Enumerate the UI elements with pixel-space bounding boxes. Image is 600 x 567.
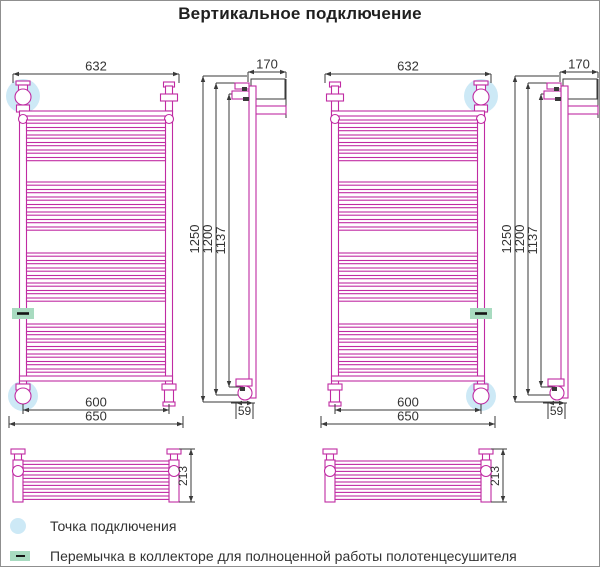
shelf-bar [23, 461, 169, 464]
side-top-valve [544, 83, 561, 101]
legend [10, 518, 517, 564]
dim-arrow [321, 422, 327, 426]
dimension-bottom-outer [321, 409, 495, 429]
rung [339, 120, 478, 123]
end-cap [323, 449, 337, 454]
front-view [6, 59, 183, 429]
pipe-segment [236, 379, 252, 386]
rung [339, 128, 478, 131]
valve-detail [242, 87, 247, 91]
rung [27, 268, 166, 271]
dim-arrow [280, 70, 286, 74]
pipe-segment [548, 379, 564, 386]
top-crossbar [332, 111, 485, 116]
dim-bottom-wall-offset-label: 59 [549, 404, 564, 418]
shelf-bar [335, 475, 481, 478]
dimension-bottom-outer [9, 409, 183, 429]
side-view [499, 57, 598, 420]
rung [339, 362, 478, 365]
valve-body [15, 89, 31, 105]
wall-connection-pipe [253, 106, 286, 114]
side-bottom-valve [548, 379, 564, 400]
bottom-valve-fitting [15, 384, 31, 404]
dim-arrow [325, 72, 331, 76]
rung [339, 135, 478, 138]
dim-arrow [227, 94, 231, 100]
post-profile [249, 86, 256, 398]
dim-arrow [501, 496, 505, 502]
legend-marker-wrap [10, 518, 41, 534]
pipe-segment [327, 94, 344, 101]
dimension-bottom-wall-offset [543, 401, 567, 419]
valve-detail [240, 387, 245, 391]
dim-arrow [214, 389, 218, 395]
bottom-plain-fitting [328, 384, 342, 406]
rung [27, 197, 166, 200]
top-nut-fitting [327, 82, 344, 111]
dim-arrow [201, 396, 205, 402]
rung [339, 261, 478, 264]
rung [27, 261, 166, 264]
rung [27, 128, 166, 131]
bottom-plain-fitting [162, 384, 176, 406]
dim-bottom-outer-label: 650 [85, 408, 107, 424]
pivot [325, 466, 336, 477]
unit-left-svg [1, 56, 301, 516]
dimension-bottom-wall-offset [231, 401, 255, 419]
connection-point-icon [10, 518, 26, 534]
top-view [323, 449, 507, 502]
rung [27, 347, 166, 350]
rung [27, 276, 166, 279]
rung [339, 190, 478, 193]
dimension-top-width [13, 59, 179, 84]
collector-jumper-dash [17, 312, 29, 315]
rung [339, 253, 478, 256]
end-cap [171, 454, 178, 460]
bottom-crossbar [332, 376, 485, 381]
pipe-segment [474, 81, 488, 85]
dimension-wall-offset [560, 57, 598, 83]
legend-item-connection-point [10, 518, 517, 534]
rung [339, 283, 478, 286]
pipe-segment [328, 384, 342, 390]
collector-jumper-dash [475, 312, 487, 315]
rung [27, 158, 166, 161]
post [332, 111, 339, 384]
rung [27, 182, 166, 185]
dim-arrow [173, 72, 179, 76]
dim-arrow [163, 408, 169, 412]
dim-arrow [513, 76, 517, 82]
legend-marker-wrap [10, 551, 41, 561]
dim-arrow [189, 449, 193, 455]
rung [339, 205, 478, 208]
dim-arrow [489, 422, 495, 426]
shelf-bar [335, 461, 481, 464]
rung [339, 369, 478, 372]
rung [339, 298, 478, 301]
shelf-bar [335, 489, 481, 492]
end-cap [479, 449, 493, 454]
rung [27, 150, 166, 153]
dim-arrow [9, 422, 15, 426]
dim-arrow [539, 94, 543, 100]
rung [27, 205, 166, 208]
bottom-valve-fitting [473, 384, 489, 404]
rung [27, 291, 166, 294]
dim-height-overall-label: 1250 [499, 224, 514, 254]
dim-arrow [539, 381, 543, 387]
shelf-bar [335, 468, 481, 471]
dim-height-pipe-label: 1200 [200, 224, 215, 254]
shelf-bar [335, 496, 481, 499]
wall-connection-pipe [565, 106, 598, 114]
dim-arrow [248, 70, 254, 74]
side-top-valve [232, 83, 249, 101]
page-title: Вертикальное подключение [178, 4, 422, 23]
dim-wall-offset-label: 170 [568, 56, 590, 72]
dim-arrow [501, 449, 505, 455]
rung [339, 220, 478, 223]
pipe-segment [161, 94, 178, 101]
rung [339, 324, 478, 327]
rung [27, 220, 166, 223]
shelf-bar [23, 489, 169, 492]
rung [339, 197, 478, 200]
valve-body [473, 388, 489, 404]
rung [339, 143, 478, 146]
end-cap [483, 454, 490, 460]
valve-body [15, 388, 31, 404]
valve-detail [554, 87, 559, 91]
dimension-top-width [325, 59, 491, 84]
dim-arrow [485, 72, 491, 76]
dim-arrow [201, 76, 205, 82]
pipe-segment [162, 384, 176, 390]
rung [27, 227, 166, 230]
rung [27, 339, 166, 342]
rung [339, 339, 478, 342]
post [478, 111, 485, 384]
unit-right-svg [313, 56, 600, 516]
dim-arrow [526, 389, 530, 395]
front-view [321, 59, 498, 429]
shelf-bar [23, 475, 169, 478]
rung [339, 347, 478, 350]
shelf-bar [23, 482, 169, 485]
end-cap [15, 454, 22, 460]
rung [27, 332, 166, 335]
dim-arrow [227, 381, 231, 387]
top-view [11, 449, 195, 502]
valve-detail [555, 97, 561, 101]
shelf-bar [23, 468, 169, 471]
rung [27, 143, 166, 146]
post [20, 111, 27, 384]
jumper-dash-icon [16, 555, 25, 558]
rung [339, 212, 478, 215]
end-cap [11, 449, 25, 454]
rung [339, 276, 478, 279]
post [166, 111, 173, 384]
rung [27, 283, 166, 286]
rung [339, 150, 478, 153]
dim-arrow [526, 83, 530, 89]
valve-body [473, 89, 489, 105]
dim-arrow [214, 83, 218, 89]
towel-rail-drawing-right [313, 56, 600, 516]
dim-arrow [13, 72, 19, 76]
pivot [13, 466, 24, 477]
pipe-segment [16, 81, 30, 85]
dim-arrow [177, 422, 183, 426]
rung [339, 158, 478, 161]
dim-shelf-depth-label: 213 [176, 465, 190, 487]
rung [27, 362, 166, 365]
dim-arrow [513, 396, 517, 402]
dim-top-width-label: 632 [397, 58, 419, 74]
bottom-crossbar [20, 376, 173, 381]
rung [27, 298, 166, 301]
towel-rail-drawing-left [1, 56, 301, 516]
dim-shelf-depth-label: 213 [488, 465, 502, 487]
legend-label-jumper: Перемычка в коллекторе для полноценной работы полотенцесушителя [50, 548, 517, 564]
side-bottom-valve [236, 379, 252, 400]
shelf-bar [335, 482, 481, 485]
rung [339, 227, 478, 230]
rung [27, 135, 166, 138]
side-view [187, 57, 286, 420]
post-profile [561, 86, 568, 398]
end-cap [327, 454, 334, 460]
rung [27, 212, 166, 215]
rung [27, 369, 166, 372]
valve-detail [552, 387, 557, 391]
top-crossbar [20, 111, 173, 116]
rung [339, 291, 478, 294]
dimension-wall-offset [248, 57, 286, 83]
rung [339, 332, 478, 335]
rung [27, 120, 166, 123]
dim-bottom-wall-offset-label: 59 [237, 404, 252, 418]
dim-arrow [335, 408, 341, 412]
dim-wall-offset-label: 170 [256, 56, 278, 72]
rung [27, 253, 166, 256]
dim-height-overall-label: 1250 [187, 224, 202, 254]
rung [339, 268, 478, 271]
pipe-segment [165, 390, 174, 402]
dim-arrow [592, 70, 598, 74]
rung [339, 182, 478, 185]
rung [27, 190, 166, 193]
rung [27, 324, 166, 327]
valve-detail [243, 97, 249, 101]
top-nut-fitting [161, 82, 178, 111]
pipe-segment [331, 390, 340, 402]
end-cap [167, 449, 181, 454]
dim-bottom-outer-label: 650 [397, 408, 419, 424]
dim-bottom-inner-label: 600 [85, 394, 107, 410]
dim-top-width-label: 632 [85, 58, 107, 74]
rung [27, 354, 166, 357]
shelf-bar [23, 496, 169, 499]
collector-jumper-icon [10, 551, 30, 561]
dim-height-pipe-label: 1200 [512, 224, 527, 254]
dim-arrow [560, 70, 566, 74]
dim-height-axis-label: 1137 [525, 226, 540, 255]
legend-item-jumper [10, 548, 517, 564]
legend-label-connection-point: Точка подключения [50, 518, 177, 534]
dim-height-axis-label: 1137 [213, 226, 228, 255]
dim-arrow [189, 496, 193, 502]
dim-bottom-inner-label: 600 [397, 394, 419, 410]
rung [339, 354, 478, 357]
